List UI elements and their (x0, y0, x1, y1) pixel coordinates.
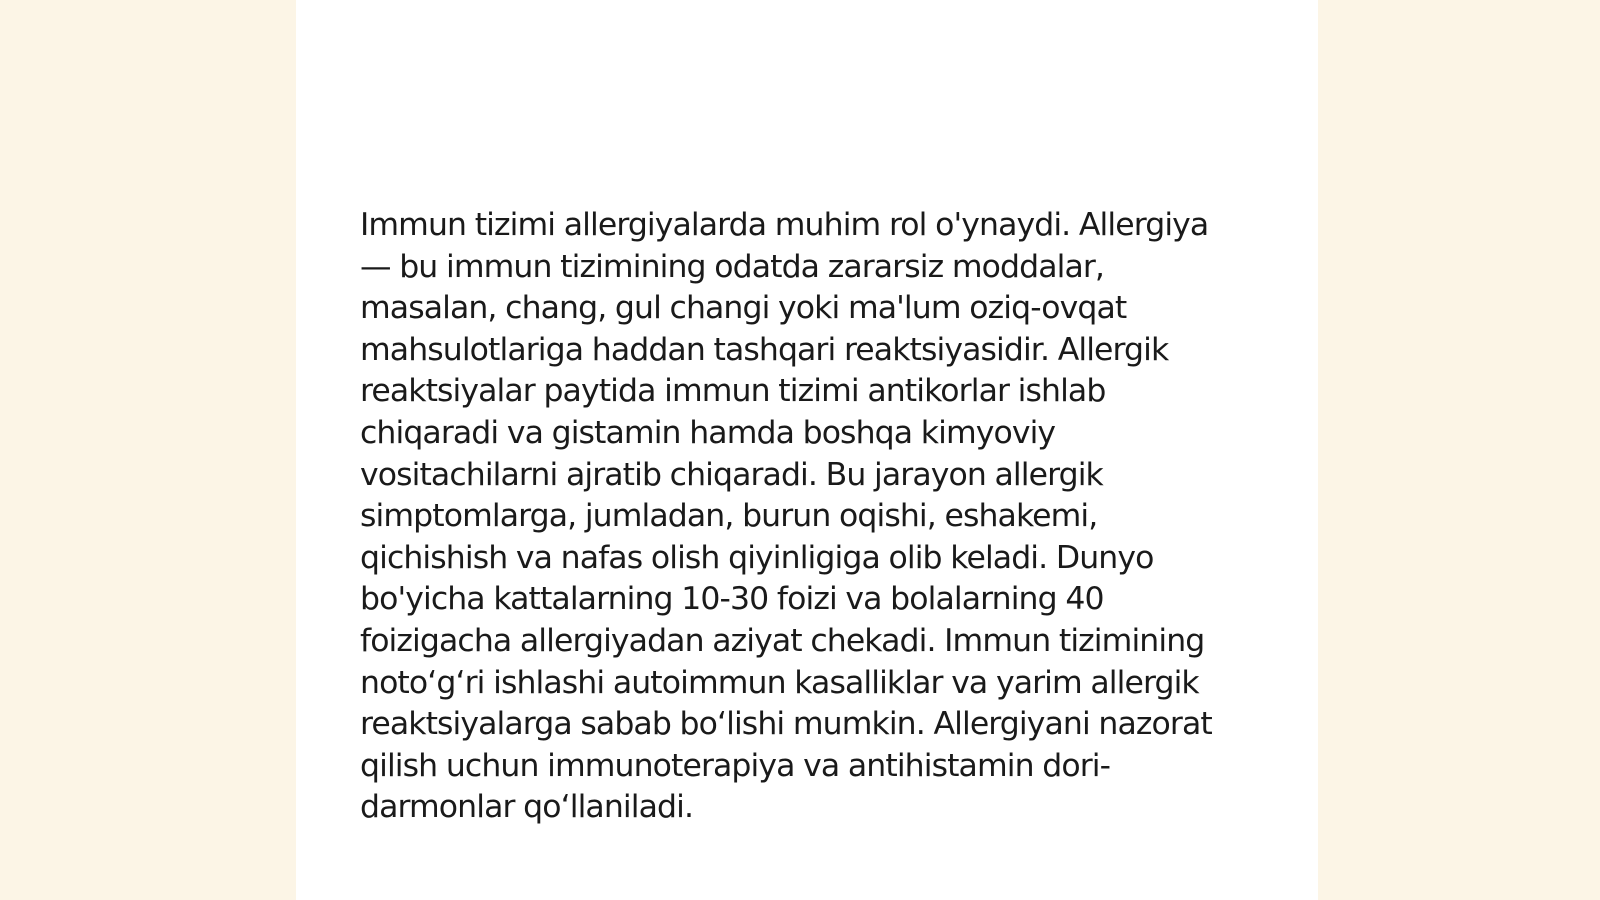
body-paragraph: Immun tizimi allergiyalarda muhim rol o'ynaydi. Allergiya — bu immun tizimining odatda zararsiz moddalar, masalan, chang, gul changi yoki ma'lum oziq-ovqat mahsulotlariga haddan tashqari reaktsiyasidir. Allergik reaktsiyalar paytida immun tizimi antikorlar ishlab chiqaradi va gistamin hamda boshqa kimyoviy vositachilarni ajratib chiqaradi. Bu jarayon allergik simptomlarga, jumladan, burun oqishi, eshakemi, qichishish va nafas olish qiyinligiga olib keladi. Dunyo bo'yicha kattalarning 10-30 foizi va bolalarning 40 foizigacha allergiyadan aziyat chekadi. Immun tizimining noto‘g‘ri ishlashi autoimmun kasalliklar va yarim allergik reaktsiyalarga sabab bo‘lishi mumkin. Allergiyani nazorat qilish uchun immunoterapiya va antihistamin dori-darmonlar qo‘llaniladi. (360, 207, 1212, 826)
document-page (296, 0, 1318, 900)
